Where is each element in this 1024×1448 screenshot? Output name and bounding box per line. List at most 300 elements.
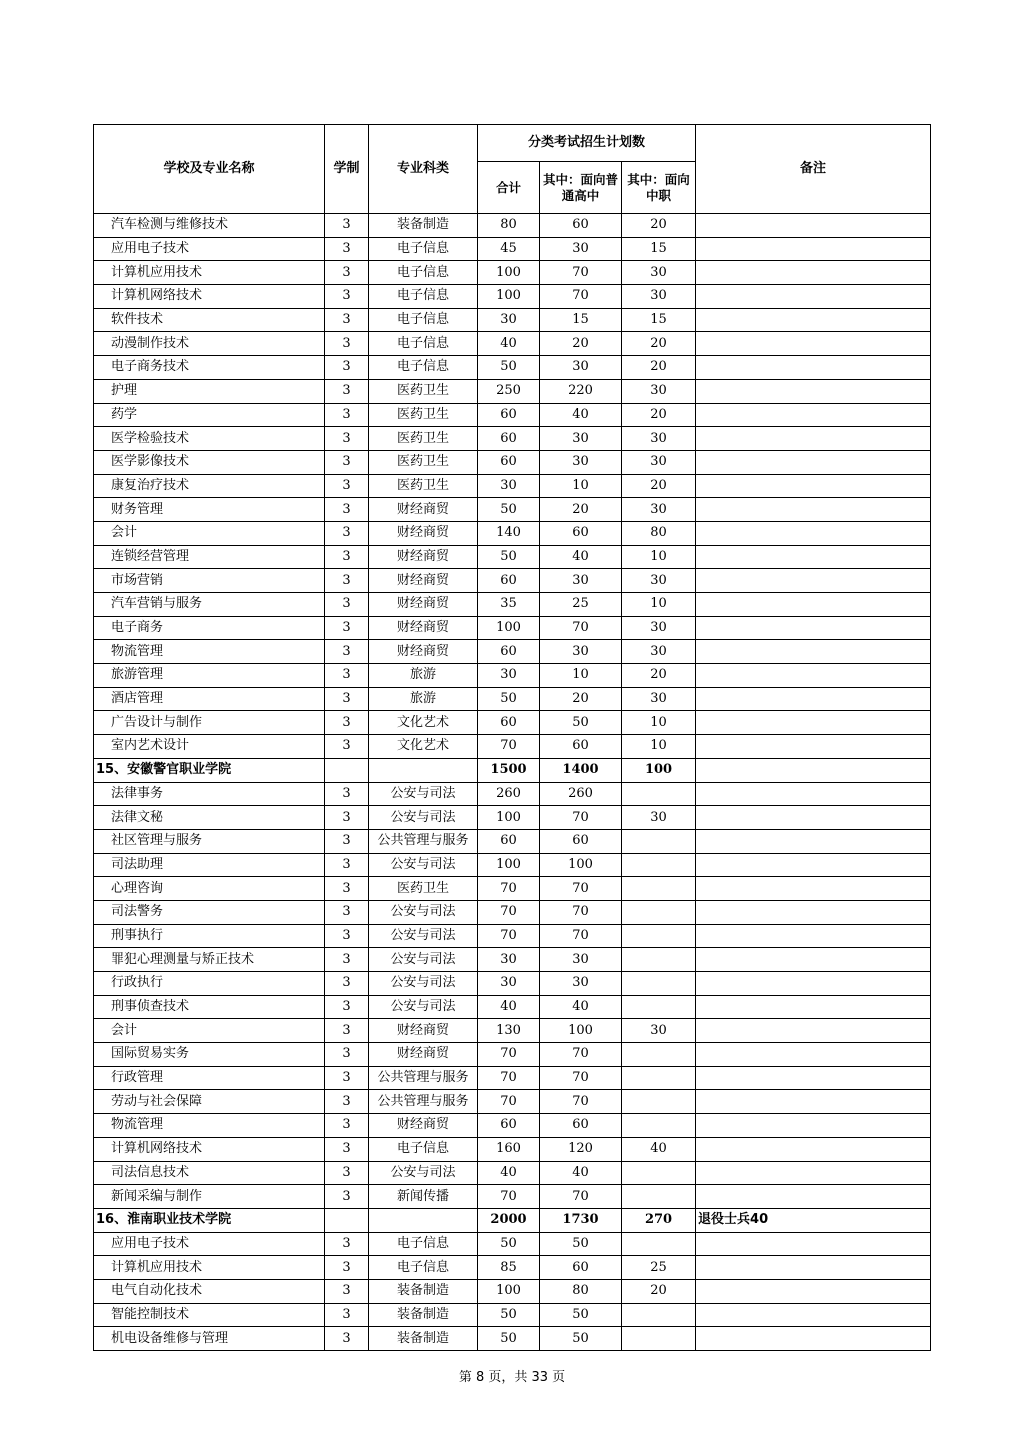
cell-vocational: 30 — [622, 616, 696, 640]
cell-note — [696, 1161, 931, 1185]
cell-note — [696, 403, 931, 427]
cell-years: 3 — [325, 900, 369, 924]
cell-note — [696, 948, 931, 972]
cell-total: 160 — [478, 1137, 540, 1161]
cell-vocational: 20 — [622, 1279, 696, 1303]
cell-note — [696, 1019, 931, 1043]
table-row — [94, 806, 931, 830]
header-years: 学制 — [325, 125, 369, 214]
cell-name: 国际贸易实务 — [94, 1043, 325, 1067]
cell-total: 70 — [478, 735, 540, 759]
cell-years: 3 — [325, 332, 369, 356]
cell-high-school: 220 — [540, 379, 622, 403]
cell-total: 100 — [478, 1279, 540, 1303]
cell-years: 3 — [325, 995, 369, 1019]
cell-high-school: 30 — [540, 972, 622, 996]
cell-total: 30 — [478, 474, 540, 498]
cell-high-school: 70 — [540, 806, 622, 830]
cell-note — [696, 735, 931, 759]
cell-note — [696, 829, 931, 853]
cell-vocational: 30 — [622, 450, 696, 474]
cell-name: 医学影像技术 — [94, 450, 325, 474]
cell-total: 100 — [478, 853, 540, 877]
cell-name: 医学检验技术 — [94, 427, 325, 451]
cell-name: 司法警务 — [94, 900, 325, 924]
cell-high-school: 1400 — [540, 758, 622, 782]
cell-total: 60 — [478, 403, 540, 427]
cell-total: 40 — [478, 1161, 540, 1185]
cell-years: 3 — [325, 1303, 369, 1327]
cell-category: 新闻传播 — [369, 1185, 478, 1209]
cell-high-school: 80 — [540, 1279, 622, 1303]
cell-total: 50 — [478, 687, 540, 711]
cell-category: 医药卫生 — [369, 474, 478, 498]
cell-total: 100 — [478, 285, 540, 309]
table-row — [94, 1161, 931, 1185]
cell-vocational: 10 — [622, 711, 696, 735]
cell-total: 70 — [478, 924, 540, 948]
cell-note — [696, 427, 931, 451]
cell-vocational: 15 — [622, 237, 696, 261]
table-row — [94, 403, 931, 427]
cell-total: 35 — [478, 593, 540, 617]
cell-name: 社区管理与服务 — [94, 829, 325, 853]
cell-category: 旅游 — [369, 664, 478, 688]
cell-category: 公安与司法 — [369, 1161, 478, 1185]
table-row — [94, 1327, 931, 1351]
table-row — [94, 285, 931, 309]
cell-total: 50 — [478, 1232, 540, 1256]
cell-vocational: 30 — [622, 261, 696, 285]
cell-years: 3 — [325, 687, 369, 711]
cell-vocational: 20 — [622, 664, 696, 688]
cell-total: 100 — [478, 261, 540, 285]
cell-high-school: 40 — [540, 995, 622, 1019]
table-row — [94, 1279, 931, 1303]
cell-vocational — [622, 782, 696, 806]
header-note: 备注 — [696, 125, 931, 214]
cell-note — [696, 474, 931, 498]
cell-high-school: 60 — [540, 214, 622, 238]
cell-category: 公安与司法 — [369, 995, 478, 1019]
header-total: 合计 — [478, 162, 540, 214]
cell-note — [696, 214, 931, 238]
header-category: 专业科类 — [369, 125, 478, 214]
cell-vocational — [622, 972, 696, 996]
cell-total: 60 — [478, 829, 540, 853]
cell-category: 电子信息 — [369, 285, 478, 309]
cell-total: 70 — [478, 900, 540, 924]
table-row — [94, 593, 931, 617]
cell-note — [696, 450, 931, 474]
cell-high-school: 70 — [540, 1066, 622, 1090]
table-row — [94, 1232, 931, 1256]
cell-years: 3 — [325, 450, 369, 474]
cell-category: 公安与司法 — [369, 924, 478, 948]
cell-name: 康复治疗技术 — [94, 474, 325, 498]
cell-name: 司法信息技术 — [94, 1161, 325, 1185]
table-row — [94, 427, 931, 451]
cell-note — [696, 640, 931, 664]
cell-years: 3 — [325, 1256, 369, 1280]
cell-category: 文化艺术 — [369, 711, 478, 735]
table-row — [94, 900, 931, 924]
cell-category: 医药卫生 — [369, 427, 478, 451]
cell-note — [696, 1137, 931, 1161]
cell-high-school: 70 — [540, 924, 622, 948]
cell-high-school: 30 — [540, 948, 622, 972]
cell-vocational — [622, 1090, 696, 1114]
cell-note — [696, 569, 931, 593]
cell-note: 退役士兵40 — [696, 1208, 931, 1232]
table-row — [94, 1114, 931, 1138]
table-row — [94, 261, 931, 285]
cell-note — [696, 332, 931, 356]
cell-years: 3 — [325, 829, 369, 853]
cell-vocational: 20 — [622, 356, 696, 380]
cell-years — [325, 1208, 369, 1232]
table-row — [94, 995, 931, 1019]
cell-vocational: 20 — [622, 403, 696, 427]
cell-vocational: 25 — [622, 1256, 696, 1280]
cell-total: 70 — [478, 1066, 540, 1090]
cell-note — [696, 356, 931, 380]
cell-vocational — [622, 1043, 696, 1067]
cell-vocational — [622, 853, 696, 877]
cell-category: 公共管理与服务 — [369, 1066, 478, 1090]
cell-category: 旅游 — [369, 687, 478, 711]
cell-category — [369, 758, 478, 782]
cell-name: 连锁经营管理 — [94, 545, 325, 569]
cell-note — [696, 1043, 931, 1067]
cell-name: 行政执行 — [94, 972, 325, 996]
cell-category: 医药卫生 — [369, 450, 478, 474]
cell-total: 60 — [478, 1114, 540, 1138]
cell-vocational: 30 — [622, 640, 696, 664]
cell-note — [696, 379, 931, 403]
cell-total: 80 — [478, 214, 540, 238]
cell-total: 2000 — [478, 1208, 540, 1232]
cell-vocational: 10 — [622, 545, 696, 569]
cell-name: 计算机应用技术 — [94, 261, 325, 285]
header-high-school: 其中：面向普通高中 — [540, 162, 622, 214]
cell-total: 250 — [478, 379, 540, 403]
cell-high-school: 60 — [540, 1256, 622, 1280]
cell-category — [369, 1208, 478, 1232]
cell-name: 应用电子技术 — [94, 237, 325, 261]
cell-name: 室内艺术设计 — [94, 735, 325, 759]
cell-total: 100 — [478, 616, 540, 640]
cell-vocational: 30 — [622, 806, 696, 830]
cell-name: 法律事务 — [94, 782, 325, 806]
cell-years: 3 — [325, 924, 369, 948]
cell-note — [696, 1114, 931, 1138]
cell-years: 3 — [325, 1279, 369, 1303]
cell-name: 司法助理 — [94, 853, 325, 877]
cell-high-school: 50 — [540, 711, 622, 735]
cell-vocational: 100 — [622, 758, 696, 782]
cell-vocational: 40 — [622, 1137, 696, 1161]
cell-name: 智能控制技术 — [94, 1303, 325, 1327]
cell-name: 物流管理 — [94, 1114, 325, 1138]
cell-high-school: 30 — [540, 356, 622, 380]
cell-years: 3 — [325, 735, 369, 759]
cell-vocational: 20 — [622, 214, 696, 238]
cell-high-school: 70 — [540, 616, 622, 640]
cell-total: 30 — [478, 664, 540, 688]
cell-high-school: 10 — [540, 664, 622, 688]
cell-high-school: 40 — [540, 403, 622, 427]
cell-years: 3 — [325, 308, 369, 332]
cell-note — [696, 687, 931, 711]
cell-vocational: 30 — [622, 427, 696, 451]
cell-high-school: 70 — [540, 877, 622, 901]
table-row — [94, 545, 931, 569]
cell-category: 装备制造 — [369, 1303, 478, 1327]
table-row — [94, 1043, 931, 1067]
cell-category: 公安与司法 — [369, 948, 478, 972]
cell-name: 新闻采编与制作 — [94, 1185, 325, 1209]
cell-years: 3 — [325, 237, 369, 261]
cell-name: 旅游管理 — [94, 664, 325, 688]
table-row — [94, 308, 931, 332]
cell-vocational — [622, 995, 696, 1019]
table-row — [94, 1137, 931, 1161]
cell-name: 市场营销 — [94, 569, 325, 593]
cell-high-school: 100 — [540, 1019, 622, 1043]
cell-years: 3 — [325, 948, 369, 972]
cell-years: 3 — [325, 1327, 369, 1351]
cell-category: 财经商贸 — [369, 1043, 478, 1067]
cell-name: 汽车营销与服务 — [94, 593, 325, 617]
cell-name: 电子商务技术 — [94, 356, 325, 380]
cell-category: 财经商贸 — [369, 616, 478, 640]
cell-note — [696, 1232, 931, 1256]
table-row — [94, 616, 931, 640]
table-row — [94, 332, 931, 356]
cell-years: 3 — [325, 1066, 369, 1090]
cell-note — [696, 972, 931, 996]
table-row — [94, 853, 931, 877]
cell-years: 3 — [325, 782, 369, 806]
cell-note — [696, 782, 931, 806]
table-row — [94, 782, 931, 806]
cell-vocational: 10 — [622, 593, 696, 617]
cell-high-school: 30 — [540, 640, 622, 664]
cell-years: 3 — [325, 1090, 369, 1114]
cell-vocational — [622, 1185, 696, 1209]
table-row — [94, 1256, 931, 1280]
cell-note — [696, 711, 931, 735]
cell-high-school: 30 — [540, 450, 622, 474]
cell-category: 电子信息 — [369, 237, 478, 261]
cell-years: 3 — [325, 521, 369, 545]
cell-total: 60 — [478, 569, 540, 593]
cell-high-school: 50 — [540, 1232, 622, 1256]
cell-total: 140 — [478, 521, 540, 545]
cell-note — [696, 237, 931, 261]
table-row — [94, 1303, 931, 1327]
cell-note — [696, 664, 931, 688]
cell-years: 3 — [325, 379, 369, 403]
cell-category: 电子信息 — [369, 1137, 478, 1161]
cell-category: 电子信息 — [369, 356, 478, 380]
table-row — [94, 379, 931, 403]
cell-name: 软件技术 — [94, 308, 325, 332]
cell-total: 130 — [478, 1019, 540, 1043]
cell-years: 3 — [325, 569, 369, 593]
cell-name: 刑事执行 — [94, 924, 325, 948]
cell-note — [696, 806, 931, 830]
table-row — [94, 711, 931, 735]
cell-total: 70 — [478, 1185, 540, 1209]
cell-vocational: 30 — [622, 379, 696, 403]
cell-years: 3 — [325, 616, 369, 640]
cell-high-school: 40 — [540, 1161, 622, 1185]
cell-note — [696, 545, 931, 569]
cell-vocational: 15 — [622, 308, 696, 332]
cell-years: 3 — [325, 261, 369, 285]
cell-years: 3 — [325, 664, 369, 688]
cell-high-school: 20 — [540, 687, 622, 711]
header-school-major-name: 学校及专业名称 — [94, 125, 325, 214]
cell-years: 3 — [325, 498, 369, 522]
cell-years: 3 — [325, 285, 369, 309]
cell-name: 15、安徽警官职业学院 — [94, 758, 325, 782]
cell-vocational — [622, 924, 696, 948]
cell-high-school: 60 — [540, 1114, 622, 1138]
table-row — [94, 687, 931, 711]
cell-note — [696, 1066, 931, 1090]
cell-years: 3 — [325, 1185, 369, 1209]
cell-category: 装备制造 — [369, 214, 478, 238]
cell-total: 70 — [478, 1090, 540, 1114]
table-row — [94, 498, 931, 522]
cell-years — [325, 758, 369, 782]
cell-category: 财经商贸 — [369, 521, 478, 545]
cell-vocational — [622, 1066, 696, 1090]
cell-category: 公安与司法 — [369, 853, 478, 877]
cell-years: 3 — [325, 1043, 369, 1067]
cell-total: 40 — [478, 332, 540, 356]
cell-high-school: 120 — [540, 1137, 622, 1161]
cell-high-school: 40 — [540, 545, 622, 569]
cell-name: 劳动与社会保障 — [94, 1090, 325, 1114]
cell-vocational: 30 — [622, 285, 696, 309]
cell-years: 3 — [325, 972, 369, 996]
cell-name: 刑事侦查技术 — [94, 995, 325, 1019]
cell-total: 60 — [478, 450, 540, 474]
cell-years: 3 — [325, 1019, 369, 1043]
cell-vocational — [622, 948, 696, 972]
cell-vocational: 30 — [622, 498, 696, 522]
cell-name: 护理 — [94, 379, 325, 403]
cell-total: 30 — [478, 948, 540, 972]
cell-name: 机电设备维修与管理 — [94, 1327, 325, 1351]
cell-name: 物流管理 — [94, 640, 325, 664]
cell-name: 法律文秘 — [94, 806, 325, 830]
cell-note — [696, 924, 931, 948]
cell-high-school: 60 — [540, 521, 622, 545]
table-row — [94, 1185, 931, 1209]
cell-vocational: 20 — [622, 474, 696, 498]
cell-vocational — [622, 1114, 696, 1138]
table-row — [94, 924, 931, 948]
table-row — [94, 972, 931, 996]
table-row — [94, 640, 931, 664]
table-row — [94, 877, 931, 901]
cell-name: 计算机网络技术 — [94, 1137, 325, 1161]
school-row — [94, 758, 931, 782]
cell-note — [696, 1279, 931, 1303]
enrollment-plan-table — [93, 124, 931, 1351]
table-row — [94, 474, 931, 498]
cell-total: 85 — [478, 1256, 540, 1280]
cell-high-school: 30 — [540, 237, 622, 261]
cell-note — [696, 1090, 931, 1114]
table-row — [94, 214, 931, 238]
cell-name: 汽车检测与维修技术 — [94, 214, 325, 238]
cell-category: 财经商贸 — [369, 640, 478, 664]
cell-category: 装备制造 — [369, 1279, 478, 1303]
cell-years: 3 — [325, 1114, 369, 1138]
cell-high-school: 20 — [540, 332, 622, 356]
cell-vocational: 30 — [622, 687, 696, 711]
cell-total: 40 — [478, 995, 540, 1019]
cell-vocational: 30 — [622, 1019, 696, 1043]
cell-high-school: 60 — [540, 735, 622, 759]
cell-high-school: 30 — [540, 569, 622, 593]
cell-name: 行政管理 — [94, 1066, 325, 1090]
cell-name: 电气自动化技术 — [94, 1279, 325, 1303]
cell-years: 3 — [325, 1161, 369, 1185]
cell-high-school: 260 — [540, 782, 622, 806]
cell-category: 医药卫生 — [369, 379, 478, 403]
cell-total: 60 — [478, 640, 540, 664]
cell-high-school: 70 — [540, 900, 622, 924]
cell-vocational: 270 — [622, 1208, 696, 1232]
cell-total: 50 — [478, 356, 540, 380]
header-vocational: 其中：面向中职 — [622, 162, 696, 214]
table-row — [94, 356, 931, 380]
cell-high-school: 1730 — [540, 1208, 622, 1232]
table-row — [94, 829, 931, 853]
table-row — [94, 1090, 931, 1114]
cell-vocational: 80 — [622, 521, 696, 545]
cell-total: 30 — [478, 972, 540, 996]
cell-high-school: 70 — [540, 1090, 622, 1114]
cell-category: 财经商贸 — [369, 1019, 478, 1043]
cell-category: 公安与司法 — [369, 900, 478, 924]
header-plan-group: 分类考试招生计划数 — [478, 125, 696, 162]
cell-category: 电子信息 — [369, 1232, 478, 1256]
cell-note — [696, 1185, 931, 1209]
cell-years: 3 — [325, 427, 369, 451]
cell-note — [696, 308, 931, 332]
cell-category: 公共管理与服务 — [369, 1090, 478, 1114]
cell-category: 医药卫生 — [369, 877, 478, 901]
cell-high-school: 100 — [540, 853, 622, 877]
cell-name: 电子商务 — [94, 616, 325, 640]
cell-years: 3 — [325, 545, 369, 569]
cell-total: 30 — [478, 308, 540, 332]
cell-total: 70 — [478, 877, 540, 901]
cell-total: 50 — [478, 1303, 540, 1327]
table-row — [94, 450, 931, 474]
cell-years: 3 — [325, 853, 369, 877]
cell-years: 3 — [325, 1232, 369, 1256]
cell-note — [696, 261, 931, 285]
